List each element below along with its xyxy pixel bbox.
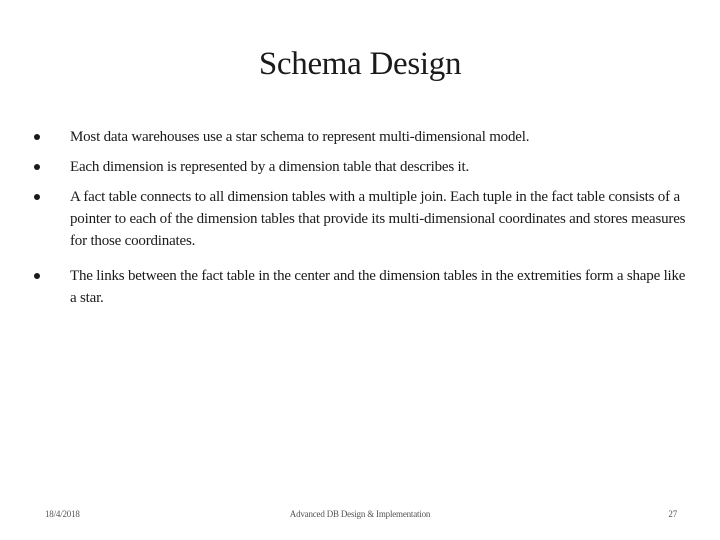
bullet-list: [34, 126, 694, 317]
bullet-dot-icon: [34, 194, 40, 200]
footer-course-title: Advanced DB Design & Implementation: [289, 509, 431, 519]
footer-page-number: 27: [668, 509, 677, 519]
bullet-dot-icon: [34, 134, 40, 140]
bullet-item: [34, 156, 694, 178]
bullet-item: [34, 126, 694, 148]
bullet-item: [34, 186, 694, 252]
bullet-text: A fact table connects to all dimension tables with a multiple join. Each tuple in the fact table consists of a pointer to each of the dimension tables that provide its multi-dimensional coordinates and stores measures for those coordinates.: [70, 189, 686, 249]
bullet-dot-icon: [34, 164, 40, 170]
bullet-text: Most data warehouses use a star schema to represent multi-dimensional model.: [70, 129, 530, 145]
bullet-text: The links between the fact table in the center and the dimension tables in the extremities form a shape like a star.: [70, 268, 686, 306]
bullet-dot-icon: [34, 273, 40, 279]
footer-date: 18/4/2018: [45, 509, 80, 519]
bullet-text: Each dimension is represented by a dimension table that describes it.: [70, 159, 470, 175]
slide-title: Schema Design: [258, 46, 462, 82]
bullet-item: [34, 265, 694, 309]
